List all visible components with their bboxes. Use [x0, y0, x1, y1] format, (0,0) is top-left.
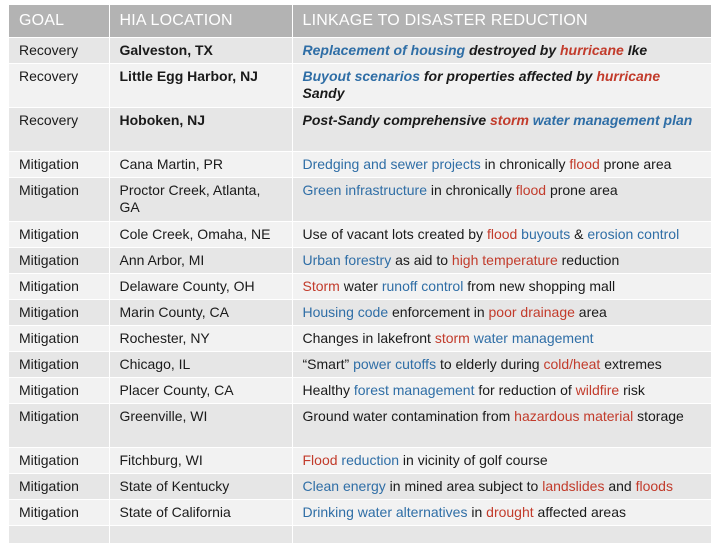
header-goal: GOAL — [9, 5, 109, 38]
linkage-keyword: Flood — [303, 452, 338, 468]
linkage-text: in mined area subject to — [386, 478, 542, 494]
header-row — [9, 5, 711, 38]
linkage-text: from new shopping mall — [463, 278, 615, 294]
cell-goal: Mitigation — [9, 378, 109, 404]
linkage-text: in chronically — [481, 156, 570, 172]
cell-linkage — [292, 274, 711, 300]
linkage-keyword: Green infrastructure — [303, 182, 428, 198]
linkage-keyword: Buyout scenarios — [303, 68, 420, 84]
cell-linkage — [292, 248, 711, 274]
cell-linkage — [292, 178, 711, 222]
cell-location: Marin County, CA — [109, 300, 292, 326]
linkage-text: “Smart” — [303, 356, 354, 372]
cell-goal: Recovery — [9, 108, 109, 152]
linkage-keyword: Storm — [303, 278, 340, 294]
linkage-text: enforcement in — [388, 304, 488, 320]
cell-goal: Mitigation — [9, 352, 109, 378]
linkage-text: in — [467, 504, 486, 520]
table-row-clipped — [9, 526, 711, 543]
cell-goal: Mitigation — [9, 448, 109, 474]
linkage-keyword: drought — [486, 504, 533, 520]
linkage-text: to elderly during — [436, 356, 543, 372]
table-row — [9, 500, 711, 526]
cell-location: Cana Martin, PR — [109, 152, 292, 178]
linkage-text: risk — [619, 382, 645, 398]
linkage-keyword: Dredging and sewer projects — [303, 156, 481, 172]
linkage-keyword: wildfire — [576, 382, 620, 398]
linkage-text: for reduction of — [474, 382, 575, 398]
table-row — [9, 404, 711, 448]
table-row — [9, 448, 711, 474]
linkage-text: affected areas — [534, 504, 626, 520]
cell-goal: Mitigation — [9, 404, 109, 448]
cell-goal: Mitigation — [9, 222, 109, 248]
table-row — [9, 152, 711, 178]
table-body — [9, 38, 711, 543]
linkage-text: destroyed by — [465, 42, 560, 58]
cell-clipped — [292, 526, 711, 543]
table-row — [9, 108, 711, 152]
linkage-text: prone area — [600, 156, 672, 172]
cell-location: Fitchburg, WI — [109, 448, 292, 474]
linkage-keyword: Replacement of housing — [303, 42, 466, 58]
cell-goal: Recovery — [9, 64, 109, 108]
cell-linkage — [292, 38, 711, 64]
linkage-keyword: storm — [490, 112, 529, 128]
cell-linkage — [292, 448, 711, 474]
linkage-keyword: forest management — [354, 382, 475, 398]
table-row — [9, 352, 711, 378]
cell-linkage — [292, 352, 711, 378]
linkage-keyword: storm — [435, 330, 470, 346]
cell-linkage — [292, 474, 711, 500]
linkage-keyword: power cutoffs — [353, 356, 436, 372]
linkage-text: in vicinity of golf course — [399, 452, 548, 468]
linkage-text: in chronically — [427, 182, 516, 198]
linkage-text: Sandy — [303, 85, 345, 101]
cell-goal: Mitigation — [9, 474, 109, 500]
linkage-text: Changes in lakefront — [303, 330, 435, 346]
linkage-text: Ground water contamination from — [303, 408, 515, 424]
cell-location: Proctor Creek, Atlanta, GA — [109, 178, 292, 222]
cell-location: Galveston, TX — [109, 38, 292, 64]
cell-location: Chicago, IL — [109, 352, 292, 378]
linkage-keyword: water management plan — [529, 112, 692, 128]
table-row — [9, 38, 711, 64]
cell-location: State of California — [109, 500, 292, 526]
table-header — [9, 5, 711, 38]
linkage-text: for properties affected by — [420, 68, 596, 84]
linkage-keyword: hazardous material — [514, 408, 633, 424]
cell-goal: Mitigation — [9, 248, 109, 274]
cell-linkage — [292, 300, 711, 326]
linkage-keyword: landslides — [542, 478, 604, 494]
linkage-keyword: reduction — [338, 452, 399, 468]
linkage-keyword: Urban forestry — [303, 252, 392, 268]
linkage-text: and — [604, 478, 635, 494]
cell-linkage — [292, 152, 711, 178]
linkage-text: reduction — [558, 252, 619, 268]
linkage-keyword: erosion control — [587, 226, 679, 242]
cell-linkage — [292, 326, 711, 352]
linkage-keyword: flood — [569, 156, 599, 172]
linkage-text: Use of vacant lots created by — [303, 226, 487, 242]
linkage-text: water — [340, 278, 382, 294]
linkage-keyword: buyouts — [517, 226, 570, 242]
hia-table — [9, 5, 712, 543]
header-hia-location: HIA LOCATION — [109, 5, 292, 38]
cell-linkage — [292, 404, 711, 448]
linkage-text: area — [575, 304, 607, 320]
linkage-keyword: cold/heat — [543, 356, 600, 372]
linkage-text: as aid to — [391, 252, 452, 268]
table-row — [9, 178, 711, 222]
table-row — [9, 326, 711, 352]
linkage-keyword: runoff control — [382, 278, 463, 294]
cell-linkage — [292, 108, 711, 152]
linkage-text: extremes — [600, 356, 661, 372]
cell-linkage — [292, 500, 711, 526]
linkage-text: Post-Sandy comprehensive — [303, 112, 491, 128]
linkage-keyword: flood — [516, 182, 546, 198]
cell-linkage — [292, 378, 711, 404]
cell-linkage — [292, 64, 711, 108]
cell-goal: Mitigation — [9, 274, 109, 300]
table-row — [9, 248, 711, 274]
cell-goal: Mitigation — [9, 300, 109, 326]
linkage-keyword: poor drainage — [489, 304, 575, 320]
linkage-text: & — [570, 226, 587, 242]
cell-goal: Mitigation — [9, 326, 109, 352]
linkage-text: Healthy — [303, 382, 354, 398]
linkage-keyword: floods — [636, 478, 673, 494]
cell-clipped — [9, 526, 109, 543]
linkage-text: prone area — [546, 182, 618, 198]
header-linkage: LINKAGE TO DISASTER REDUCTION — [292, 5, 711, 38]
cell-goal: Recovery — [9, 38, 109, 64]
linkage-keyword: Clean energy — [303, 478, 386, 494]
cell-location: Ann Arbor, MI — [109, 248, 292, 274]
linkage-text: storage — [633, 408, 684, 424]
table-row — [9, 378, 711, 404]
cell-clipped — [109, 526, 292, 543]
cell-goal: Mitigation — [9, 152, 109, 178]
cell-location: Delaware County, OH — [109, 274, 292, 300]
cell-location: Placer County, CA — [109, 378, 292, 404]
table-row — [9, 222, 711, 248]
linkage-keyword: hurricane — [560, 42, 624, 58]
cell-location: Rochester, NY — [109, 326, 292, 352]
table-row — [9, 274, 711, 300]
linkage-keyword: water management — [470, 330, 594, 346]
linkage-keyword: Drinking water alternatives — [303, 504, 468, 520]
table-row — [9, 300, 711, 326]
linkage-keyword: high temperature — [452, 252, 558, 268]
cell-goal: Mitigation — [9, 500, 109, 526]
linkage-text: Ike — [624, 42, 647, 58]
cell-location: Cole Creek, Omaha, NE — [109, 222, 292, 248]
cell-linkage — [292, 222, 711, 248]
linkage-keyword: flood — [487, 226, 517, 242]
cell-location: Little Egg Harbor, NJ — [109, 64, 292, 108]
linkage-keyword: hurricane — [596, 68, 660, 84]
linkage-keyword: Housing code — [303, 304, 389, 320]
cell-location: Hoboken, NJ — [109, 108, 292, 152]
cell-location: State of Kentucky — [109, 474, 292, 500]
table-row — [9, 474, 711, 500]
table-row — [9, 64, 711, 108]
cell-location: Greenville, WI — [109, 404, 292, 448]
cell-goal: Mitigation — [9, 178, 109, 222]
